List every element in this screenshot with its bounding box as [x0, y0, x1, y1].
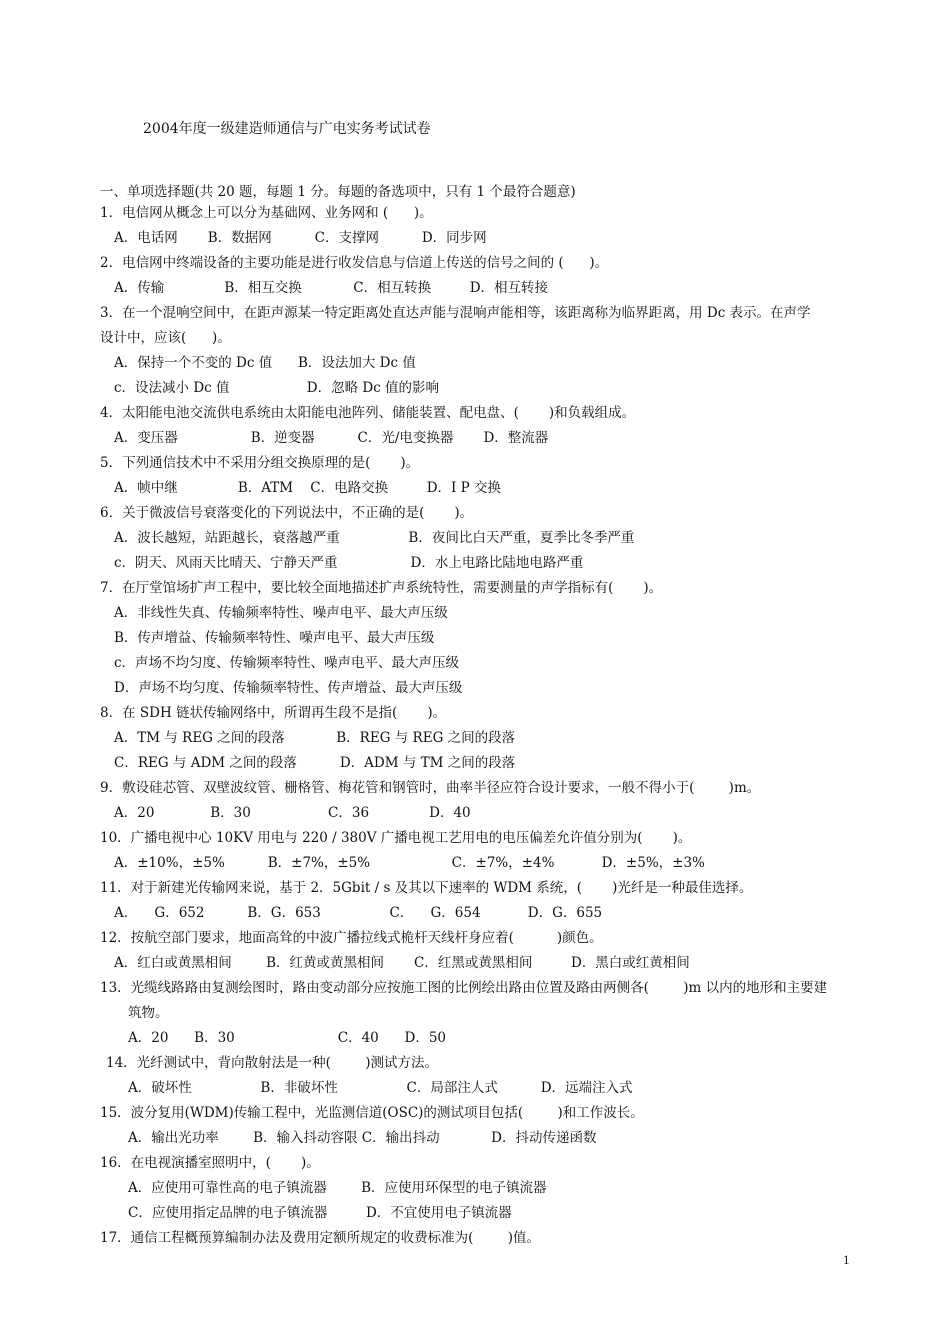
- question-text: 3．在一个混响空间中，在距声源某一特定距离处直达声能与混响声能相等，该距离称为临界距离，用 Dc 表示。在声学: [100, 305, 811, 321]
- question-text-continued: 筑物。: [128, 1005, 169, 1021]
- question-options: A．红白或黄黑相间 B．红黄或黄黑相间 C．红黑或黄黑相间 D．黑白或红黄相间: [114, 955, 690, 971]
- question-text: 10．广播电视中心 10KV 用电与 220 / 380V 广播电视工艺用电的电压偏差允许值分别为( )。: [100, 830, 692, 846]
- question-text: 6．关于微波信号衰落变化的下列说法中，不正确的是( )。: [100, 505, 474, 521]
- question-text: 15．波分复用(WDM)传输工程中，光监测信道(OSC)的测试项目包括( )和工作波长。: [100, 1105, 644, 1121]
- question-options: A．20 B．30 C．36 D．40: [114, 805, 471, 821]
- question-options: A．输出光功率 B．输入抖动容限 C．输出抖动 D．抖动传递函数: [128, 1130, 597, 1146]
- question-text: 14．光纤测试中，背向散射法是一种( )测试方法。: [106, 1055, 439, 1071]
- question-text: 16．在电视演播室照明中，( )。: [100, 1155, 320, 1171]
- question-options: c．阴天、风雨天比晴天、宁静天严重 D．水上电路比陆地电路严重: [114, 555, 584, 571]
- question-options: A． G．652 B．G．653 C． G．654 D．G．655: [114, 905, 603, 921]
- section-heading: 一、单项选择题(共 20 题，每题 1 分。每题的备选项中，只有 1 个最符合题意): [100, 184, 576, 200]
- question-options: B．传声增益、传输频率特性、噪声电平、最大声压级: [114, 630, 435, 646]
- question-text: 7．在厅堂馆场扩声工程中，要比较全面地描述扩声系统特性，需要测量的声学指标有( )。: [100, 580, 663, 596]
- question-options: A．传输 B．相互交换 C．相互转换 D．相互转接: [114, 280, 549, 296]
- question-options: A．保持一个不变的 Dc 值 B．设法加大 Dc 值: [114, 355, 416, 371]
- question-options: A．非线性失真、传输频率特性、噪声电平、最大声压级: [114, 605, 448, 621]
- question-options: A．±10%，±5% B．±7%，±5% C．±7%，±4% D．±5%，±3%: [114, 855, 705, 871]
- question-options: A．变压器 B．逆变器 C．光/电变换器 D．整流器: [114, 430, 549, 446]
- question-options: c．设法减小 Dc 值 D．忽略 Dc 值的影响: [114, 380, 440, 396]
- question-options: D．声场不均匀度、传输频率特性、传声增益、最大声压级: [114, 680, 463, 696]
- question-text: 2．电信网中终端设备的主要功能是进行收发信息与信道上传送的信号之间的 ( )。: [100, 255, 609, 271]
- question-list: [100, 201, 860, 1251]
- question-options: C．应使用指定品牌的电子镇流器 D．不宜使用电子镇流器: [128, 1205, 512, 1221]
- question-options: A．20 B．30 C．40 D．50: [128, 1030, 447, 1046]
- question-text-continued: 设计中，应该( )。: [100, 330, 231, 346]
- page-title: 2004年度一级建造师通信与广电实务考试试卷: [143, 121, 431, 137]
- question-options: A．电话网 B．数据网 C．支撑网 D．同步网: [114, 230, 487, 246]
- question-options: A．应使用可靠性高的电子镇流器 B．应使用环保型的电子镇流器: [128, 1180, 547, 1196]
- question-text: 5．下列通信技术中不采用分组交换原理的是( )。: [100, 455, 420, 471]
- question-text: 11．对于新建光传输网来说，基于 2．5Gbit / s 及其以下速率的 WDM 系统，( )光纤是一种最佳选择。: [100, 880, 753, 896]
- question-options: A．破坏性 B．非破坏性 C．局部注人式 D．远端注入式: [128, 1080, 633, 1096]
- question-text: 1．电信网从概念上可以分为基础网、业务网和 ( )。: [100, 205, 433, 221]
- question-options: A．帧中继 B．ATM C．电路交换 D．I P 交换: [114, 480, 502, 496]
- question-options: c．声场不均匀度、传输频率特性、噪声电平、最大声压级: [114, 655, 460, 671]
- question-options: C．REG 与 ADM 之间的段落 D．ADM 与 TM 之间的段落: [114, 755, 516, 771]
- page-number: 1: [843, 1252, 850, 1267]
- question-options: A．波长越短，站距越长，衰落越严重 B．夜间比白天严重，夏季比冬季严重: [114, 530, 635, 546]
- question-text: 13．光缆线路路由复测绘图时，路由变动部分应按施工图的比例绘出路由位置及路由两侧各( )m 以内的地形和主要建: [100, 980, 828, 996]
- question-text: 9．敷设硅芯管、双壁波纹管、栅格管、梅花管和钢管时，曲率半径应符合设计要求，一般不得小于( )m。: [100, 780, 761, 796]
- question-text: 4．太阳能电池交流供电系统由太阳能电池阵列、储能装置、配电盘、( )和负载组成。: [100, 405, 636, 421]
- question-text: 8．在 SDH 链状传输网络中，所谓再生段不是指( )。: [100, 705, 447, 721]
- question-text: 17．通信工程概预算编制办法及费用定额所规定的收费标准为( )值。: [100, 1230, 541, 1246]
- question-options: A．TM 与 REG 之间的段落 B．REG 与 REG 之间的段落: [114, 730, 516, 746]
- question-text: 12．按航空部门要求，地面高耸的中波广播拉线式桅杆天线杆身应着( )颜色。: [100, 930, 603, 946]
